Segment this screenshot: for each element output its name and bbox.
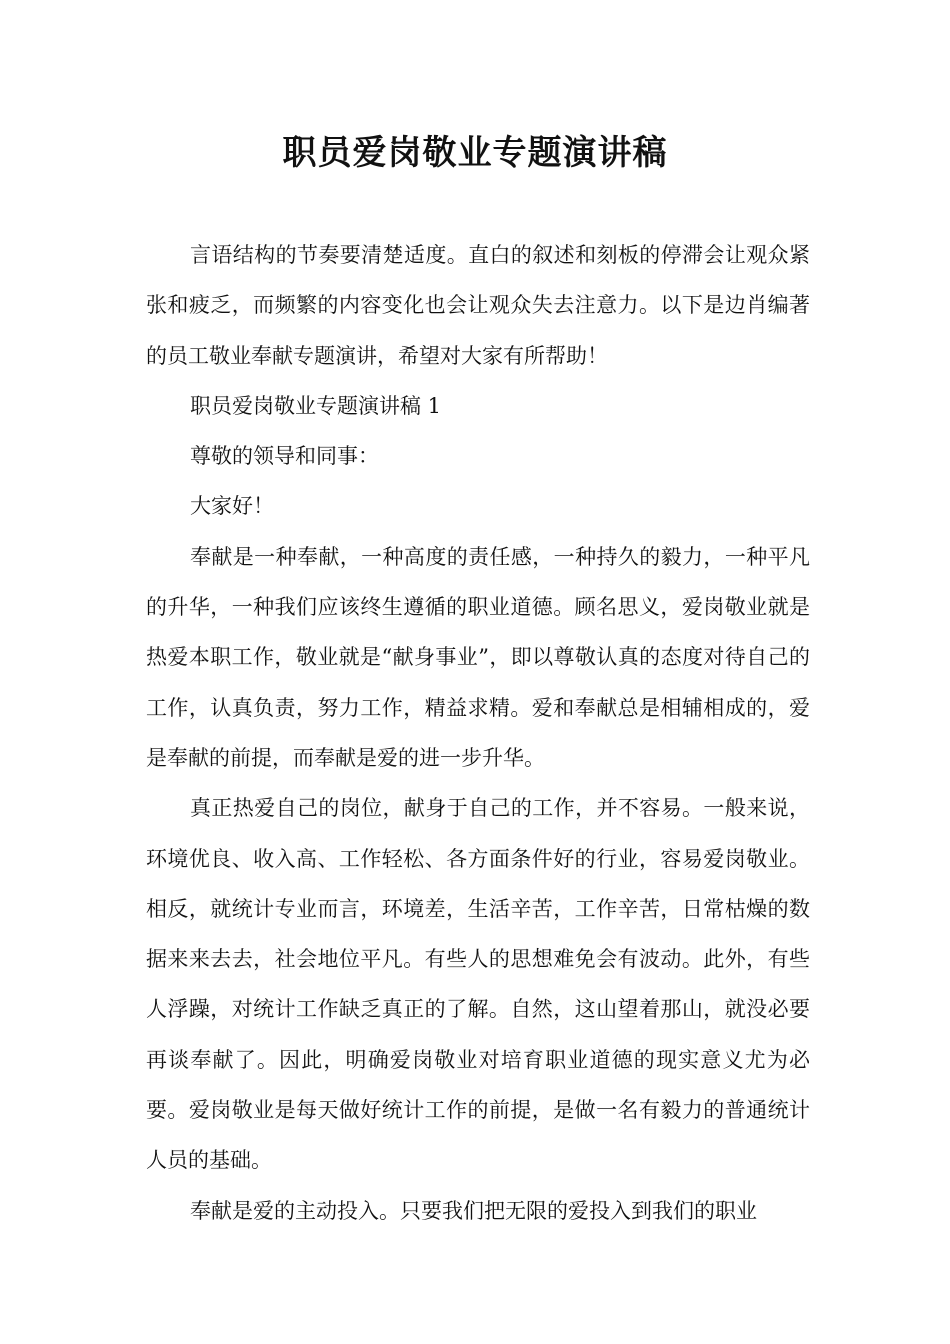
body-paragraph: 奉献是爱的主动投入。只要我们把无限的爱投入到我们的职业 — [190, 1198, 757, 1223]
document-body — [146, 230, 810, 1236]
greeting: 大家好！ — [190, 494, 274, 519]
intro-paragraph: 言语结构的节奏要清楚适度。直白的叙述和刻板的停滞会让观众紧张和疲乏，而频繁的内容变化也会让观众失去注意力。以下是边肖编著的员工敬业奉献专题演讲，希望对大家有所帮助！ — [146, 243, 810, 368]
speech-subtitle: 职员爱岗敬业专题演讲稿 1 — [190, 393, 442, 418]
body-paragraph: 真正热爱自己的岗位，献身于自己的工作，并不容易。一般来说，环境优良、收入高、工作轻松、各方面条件好的行业，容易爱岗敬业。相反，就统计专业而言，环境差，生活辛苦，工作辛苦，日常枯燥的数据来来去去，社会地位平凡。有些人的思想难免会有波动。此外，有些人浮躁，对统计工作缺乏真正的了解。自然，这山望着那山，就没必要再谈奉献了。因此，明确爱岗敬业对培育职业道德的现实意义尤为必要。爱岗敬业是每天做好统计工作的前提，是做一名有毅力的普通统计人员的基础。 — [146, 796, 810, 1173]
document-title: 职员爱岗敬业专题演讲稿 — [282, 133, 668, 173]
salutation: 尊敬的领导和同事： — [190, 444, 379, 469]
body-paragraph: 奉献是一种奉献，一种高度的责任感，一种持久的毅力，一种平凡的升华，一种我们应该终生遵循的职业道德。顾名思义，爱岗敬业就是热爱本职工作，敬业就是“献身事业”，即以尊敬认真的态度对待自己的工作，认真负责，努力工作，精益求精。爱和奉献总是相辅相成的，爱是奉献的前提，而奉献是爱的进一步升华。 — [146, 544, 810, 770]
